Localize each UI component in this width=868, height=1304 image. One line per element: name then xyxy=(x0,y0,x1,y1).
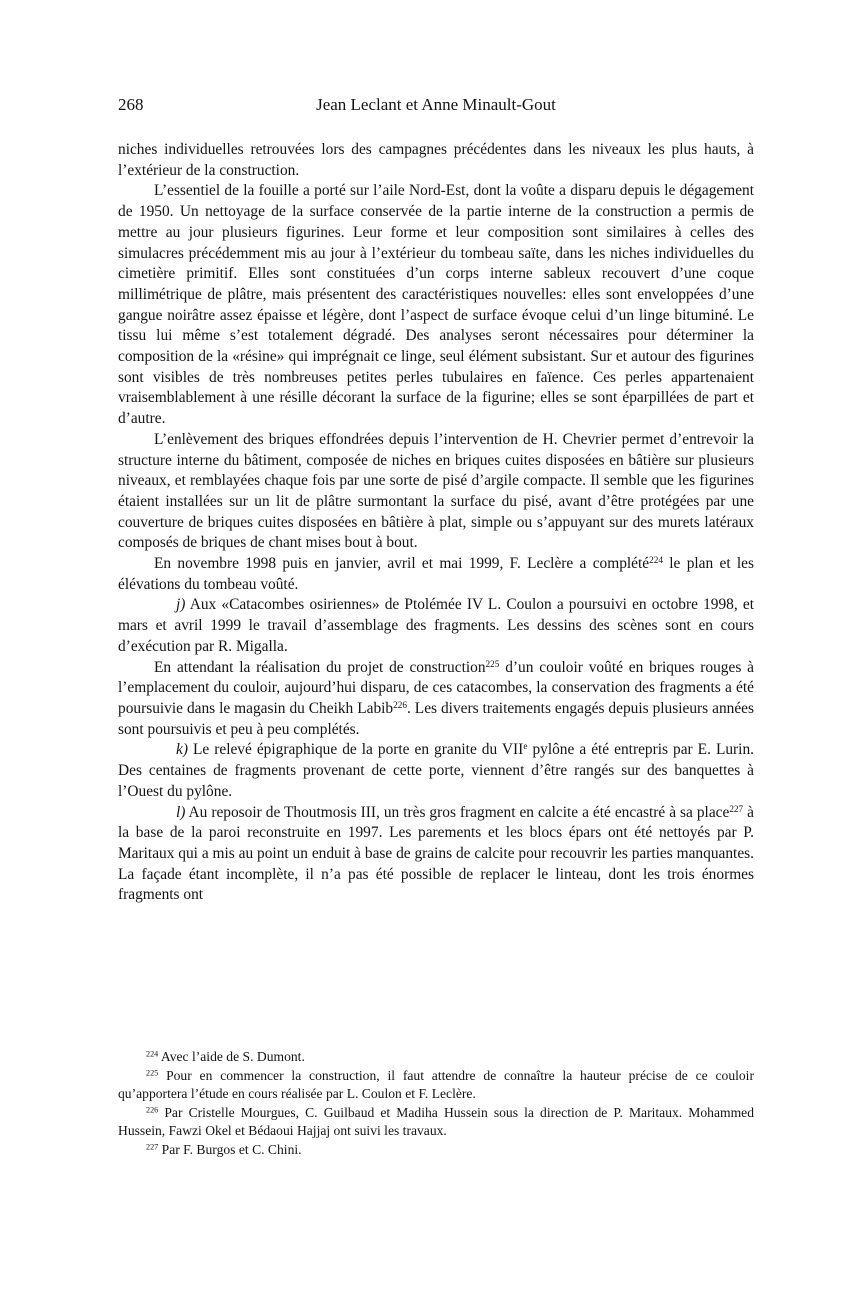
paragraph-projet-construction: En attendant la réalisation du projet de construction$^{225}$ d’un couloir voûté en briques rouges à l’emplacement du couloir, aujourd’hui disparu, de ces catacombes, la conservation des fragments a été poursuivie dans le magasin du Cheikh Labib$^{226}$. Les divers traitements engagés depuis plusieurs années sont poursuivis et peu à peu complétés. xyxy=(118,658,754,738)
paragraph-fouille-aile-nord-est: L’essentiel de la fouille a porté sur l’aile Nord-Est, dont la voûte a disparu depuis le dégagement de 1950. Un nettoyage de la surface conservée de la partie interne de la construction a permis de mettre au jour plusieurs figurines. Leur forme et leur composition sont similaires à celles des simulacres précédemment mis au jour à l’extérieur du tombeau saïte, dans les niches individuelles du cimetière primitif. Elles sont constituées d’un corps interne sableux recouvert d’une coque millimétrique de plâtre, mais présentent des caractéristiques nouvelles: elles sont enveloppées d’une gangue noirâtre assez épaisse et légère, dont l’aspect de surface évoque celui d’un linge bituminé. Le tissu lui même s’est totalement dégradé. Des analyses seront nécessaires pour déterminer la composition de la «résine» qui imprégnait ce linge, seul élément subsistant. Sur et autour des figurines sont visibles de très nombreuses petites perles tubulaires en faïence. Ces perles appartenaient vraisemblablement à une résille décorant la surface de la figurine; elles se sont éparpillées de part et d’autre. xyxy=(118,182,754,428)
footnote-227: $^{227}$ Par F. Burgos et C. Chini. xyxy=(146,1141,302,1157)
footnote-225: $^{225}$ Pour en commencer la construction, il faut attendre de connaître la hauteur précise de ce couloir qu’apportera l’étude en cours réalisée par L. Coulon et F. Leclère. xyxy=(118,1067,754,1102)
running-title: Jean Leclant et Anne Minault-Gout xyxy=(316,95,556,114)
footnote-number: 224 xyxy=(146,1049,159,1059)
body-text xyxy=(118,140,754,906)
footnote-224: $^{224}$ Avec l’aide de S. Dumont. xyxy=(146,1049,305,1064)
section-k-releve-epigraphique: k) Le relevé épigraphique de la porte en granite du VIIe pylône a été entrepris par E. Lurin. Des centaines de fragments provenant de cette porte, viennent d’être rangés sur des banquettes à l’Ouest du pylône. xyxy=(118,741,754,800)
paragraph-continuation: niches individuelles retrouvées lors des campagnes précédentes dans les niveaux les plus hauts, à l’extérieur de la construction. xyxy=(118,141,754,179)
footnote-number: 226 xyxy=(146,1105,159,1115)
section-letter-l: l) xyxy=(176,803,186,821)
paragraph-briques-effondrees: L’enlèvement des briques effondrées depuis l’intervention de H. Chevrier permet d’entrevoir la structure interne du bâtiment, composée de niches en briques cuites disposées en bâtière sur plusieurs niveaux, et remblayées chaque fois par une sorte de pisé d’argile compacte. Il semble que les figurines étaient installées sur un lit de plâtre surmontant la surface du pisé, avant d’être protégées par une couverture de briques cuites disposées en bâtière à plat, simple ou s’appuyant sur des murets latéraux composés de briques de chant mises bout à bout. xyxy=(118,430,754,552)
footnote-226: $^{226}$ Par Cristelle Mourgues, C. Guilbaud et Madiha Hussein sous la direction de P. Maritaux. Mohammed Hussein, Fawzi Okel et Bédaoui Hajjaj ont suivi les travaux. xyxy=(118,1104,754,1139)
section-letter-j: j) xyxy=(176,596,186,614)
footnote-number: 227 xyxy=(146,1142,159,1152)
paragraph-plan-elevations: En novembre 1998 puis en janvier, avril et mai 1999, F. Leclère a complété$^{224}$ le plan et les élévations du tombeau voûté. xyxy=(118,554,755,593)
footnote-ref-225[interactable]: 225 xyxy=(485,658,500,669)
footnote-ref-224[interactable]: 224 xyxy=(649,554,663,565)
section-letter-k: k) xyxy=(176,741,188,759)
page-number: 268 xyxy=(118,95,144,114)
superscript-ordinal: e xyxy=(523,741,528,752)
footnote-ref-226[interactable]: 226 xyxy=(393,699,407,710)
footnote-number: 225 xyxy=(146,1068,159,1078)
page-header xyxy=(118,93,754,117)
footnotes xyxy=(118,1048,754,1160)
footnote-ref-227[interactable]: 227 xyxy=(729,803,744,814)
section-j-catacombes: j) Aux «Catacombes osiriennes» de Ptolémée IV L. Coulon a poursuivi en octobre 1998, et mars et avril 1999 le travail d’assemblage des fragments. Les dessins des scènes sont en cours d’exécution par R. Migalla. xyxy=(118,596,754,655)
section-l-reposoir: l) Au reposoir de Thoutmosis III, un très gros fragment en calcite a été encastré à sa place$^{227}$ à la base de la paroi reconstruite en 1997. Les parements et les blocs épars ont été nettoyés par P. Maritaux qui a mis au point un enduit à base de grains de calcite pour recouvrir les parties manquantes. La façade étant incomplète, il n’a pas été possible de replacer le linteau, dont les trois énormes fragments ont xyxy=(118,803,754,904)
